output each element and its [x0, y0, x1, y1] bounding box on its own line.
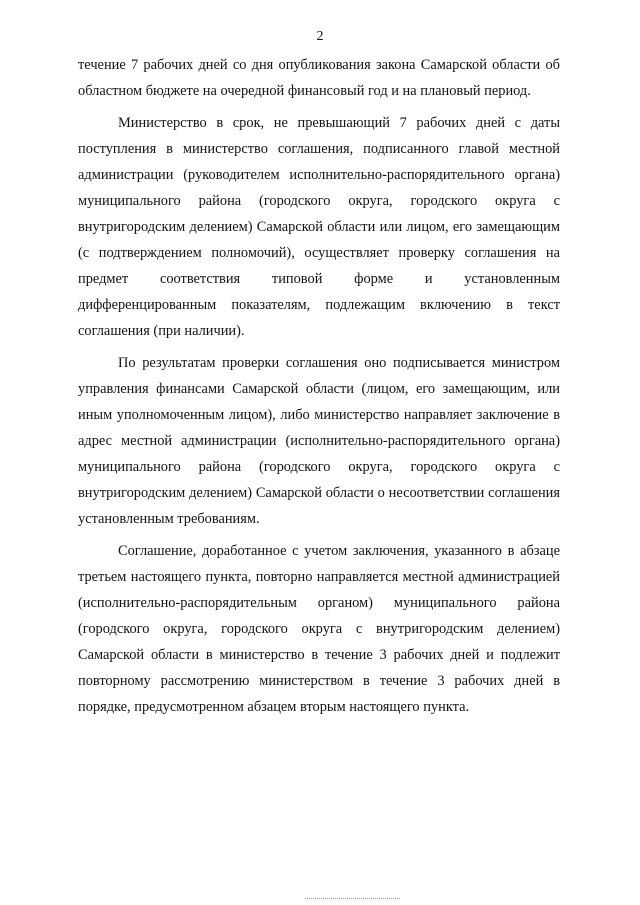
scan-artifact: [305, 898, 400, 899]
page-number: 2: [316, 29, 324, 44]
paragraph-revised-agreement: Соглашение, доработанное с учетом заключения, указанного в абзаце третьем настоящего пункта, повторно направляется местной администрацией (исполнительно-распорядительным органом) муниципального района (городского округа, городского округа с внутригородским делением) Самарской области в министерство в течение 3 рабочих дней и подлежит повторному рассмотрению министерством в течение 3 рабочих дней в порядке, предусмотренном абзацем вторым настоящего пункта.: [78, 543, 560, 715]
paragraph-check-results: По результатам проверки соглашения оно подписывается министром управления финансами Самарской области (лицом, его замещающим, или иным уполномоченным лицом), либо министерство направляет заключение в адрес местной администрации (исполнительно-распорядительного органа) муниципального района (городского округа, городского округа с внутригородским делением) Самарской области о несоответствии соглашения установленным требованиям.: [78, 355, 560, 527]
document-body: [78, 52, 560, 726]
paragraph-continuation: течение 7 рабочих дней со дня опубликования закона Самарской области об областном бюджете на очередной финансовый год и на плановый период.: [78, 57, 560, 99]
paragraph-agreement-check: Министерство в срок, не превышающий 7 рабочих дней с даты поступления в министерство соглашения, подписанного главой местной администрации (руководителем исполнительно-распорядительного органа) муниципального района (городского округа, городского округа с внутригородским делением) Самарской области или лицом, его замещающим (с подтверждением полномочий), осуществляет проверку соглашения на предмет соответствия типовой форме и установленным дифференцированным показателям, подлежащим включению в текст соглашения (при наличии).: [78, 115, 560, 339]
